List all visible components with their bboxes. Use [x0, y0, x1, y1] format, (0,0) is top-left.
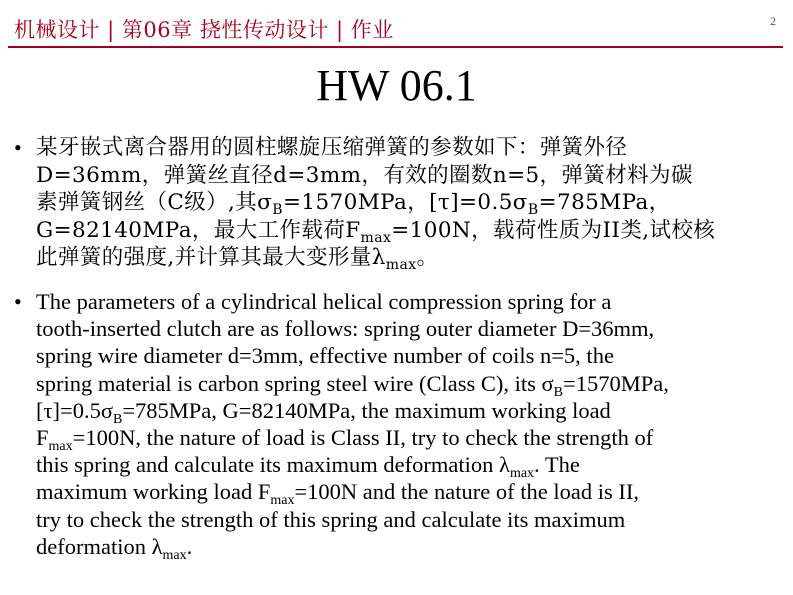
bullet-dot: •: [14, 289, 22, 314]
text-line: D=36mm，弹簧丝直径d=3mm，有效的圈数n=5，弹簧材料为碳: [36, 162, 693, 188]
text-fragment: =785MPa，: [538, 190, 671, 215]
subscript: max: [48, 439, 73, 455]
chinese-problem-text: [36, 134, 779, 272]
text-line: 某牙嵌式离合器用的圆柱螺旋压缩弹簧的参数如下：弹簧外径: [36, 135, 628, 160]
text-line: [36, 217, 779, 245]
text-fragment: maximum working load F: [36, 479, 271, 505]
text-fragment: =100N，载荷性质为II类,试校核: [391, 217, 716, 243]
subscript: B: [527, 202, 539, 218]
subscript: max: [270, 493, 295, 509]
text-fragment: 素弹簧钢丝（C级）,其σ: [36, 190, 273, 215]
text-fragment: deformation λ: [36, 533, 163, 559]
text-line: [36, 424, 779, 455]
course-breadcrumb: 机械设计 | 第06章 挠性传动设计 | 作业: [14, 18, 394, 42]
text-fragment: 。: [416, 245, 439, 270]
subscript: max: [360, 229, 392, 246]
slide-title: HW 06.1: [316, 61, 477, 110]
subscript: B: [553, 384, 563, 400]
text-fragment: =100N and the nature of the load is II,: [294, 479, 639, 505]
subscript: max: [509, 466, 535, 482]
subscript: B: [112, 411, 123, 427]
text-line: tooth-inserted clutch are as follows: spring outer diameter D=36mm,: [36, 316, 655, 342]
text-fragment: G=82140MPa，最大工作载荷F: [36, 217, 361, 243]
text-fragment: spring material is carbon spring steel wire (Class C), its σ: [36, 370, 554, 396]
text-fragment: =1570MPa，[τ]=0.5σ: [282, 190, 528, 215]
text-fragment: 此弹簧的强度,并计算其最大变形量λ: [36, 245, 386, 270]
text-fragment: =785MPa, G=82140MPa, the maximum working load: [122, 397, 611, 423]
english-problem-text: [36, 288, 779, 563]
subscript: max: [162, 547, 187, 563]
text-line: try to check the strength of this spring and calculate its maximum: [36, 506, 626, 532]
text-fragment: .: [186, 533, 193, 559]
subscript: max: [385, 257, 417, 273]
text-fragment: F: [36, 425, 49, 451]
text-fragment: this spring and calculate its maximum deformation λ: [36, 452, 510, 478]
text-line: spring wire diameter d=3mm, effective number of coils n=5, the: [36, 343, 614, 369]
text-line: [36, 533, 779, 563]
text-fragment: [τ]=0.5σ: [36, 397, 113, 423]
text-line: [36, 189, 779, 217]
text-fragment: =1570MPa,: [563, 370, 669, 396]
text-line: [36, 478, 779, 509]
subscript: B: [272, 202, 283, 218]
text-line: The parameters of a cylindrical helical compression spring for a: [36, 289, 612, 314]
text-line: [36, 244, 779, 272]
text-fragment: . The: [534, 452, 580, 478]
header-divider: [8, 46, 783, 48]
slide-header: [8, 8, 783, 48]
text-line: [36, 451, 779, 482]
text-line: [36, 397, 779, 427]
text-line: [36, 370, 779, 400]
page-number: 2: [770, 14, 776, 28]
bullet-dot: •: [14, 135, 22, 160]
text-fragment: =100N, the nature of load is Class II, try to check the strength of: [72, 425, 654, 451]
